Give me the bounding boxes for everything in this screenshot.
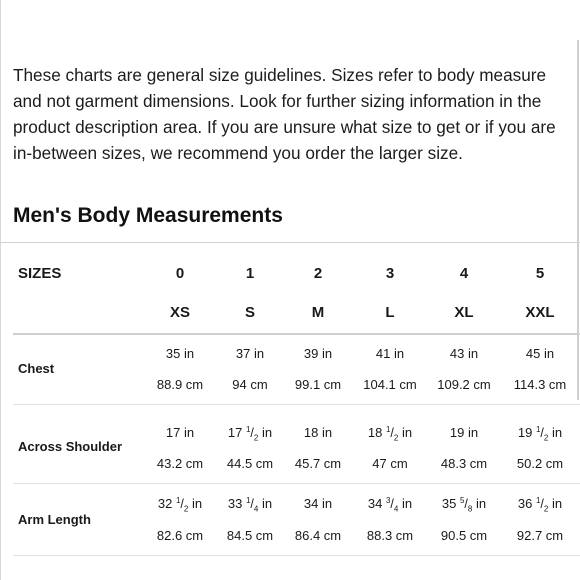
left-border — [0, 0, 1, 580]
measure-cm-cell: 90.5 cm — [440, 528, 488, 543]
size-number-header: 3 — [385, 265, 395, 282]
measure-inches-cell: 37 in — [235, 346, 265, 361]
row-divider — [13, 555, 580, 556]
measure-inches-cell: 32 $^1/_2$ in — [157, 495, 203, 514]
measure-cm-cell: 86.4 cm — [294, 528, 342, 543]
measure-inches-cell: 34 in — [303, 496, 333, 511]
measure-cm-cell: 99.1 cm — [294, 377, 342, 392]
measure-inches-cell: 41 in — [375, 346, 405, 361]
divider — [0, 242, 580, 243]
measure-cm-cell: 88.3 cm — [366, 528, 414, 543]
size-letter-header: S — [244, 304, 255, 321]
measure-cm-cell: 92.7 cm — [516, 528, 564, 543]
measure-inches-cell: 33 $^1/_4$ in — [227, 495, 273, 514]
measure-cm-cell: 44.5 cm — [226, 456, 274, 471]
header-divider — [13, 333, 580, 335]
size-letter-header: M — [311, 304, 325, 321]
measure-cm-cell: 82.6 cm — [156, 528, 204, 543]
row-label: Across Shoulder — [18, 439, 123, 454]
measure-cm-cell: 50.2 cm — [516, 456, 564, 471]
size-number-header: 2 — [313, 265, 323, 282]
measure-inches-cell: 18 in — [303, 425, 333, 440]
measure-cm-cell: 88.9 cm — [156, 377, 204, 392]
size-letter-header: XS — [169, 304, 190, 321]
measure-cm-cell: 45.7 cm — [294, 456, 342, 471]
scrollbar-track[interactable] — [577, 40, 579, 400]
size-number-header: 0 — [175, 265, 185, 282]
row-divider — [13, 483, 580, 484]
size-number-header: 1 — [245, 265, 255, 282]
size-letter-header: L — [385, 304, 395, 321]
measure-cm-cell: 47 cm — [372, 456, 408, 471]
measure-cm-cell: 48.3 cm — [440, 456, 488, 471]
size-letter-header: XXL — [525, 304, 555, 321]
size-letter-header: XL — [454, 304, 474, 321]
intro-text: These charts are general size guidelines. Sizes refer to body measure and not garment dimensions. Look for further sizing information in the product description area. If you are unsure what size to get or if you are in-between sizes, we recommend you order the larger size. — [13, 65, 556, 163]
measure-inches-cell: 17 $^1/_2$ in — [227, 424, 273, 443]
measure-inches-cell: 17 in — [165, 425, 195, 440]
size-number-header: 5 — [535, 265, 545, 282]
measure-cm-cell: 94 cm — [232, 377, 268, 392]
measure-inches-cell: 34 $^3/_4$ in — [367, 495, 413, 514]
measure-cm-cell: 104.1 cm — [363, 377, 417, 392]
measure-inches-cell: 18 $^1/_2$ in — [367, 424, 413, 443]
row-label: Arm Length — [18, 512, 91, 527]
measure-inches-cell: 19 in — [449, 425, 479, 440]
size-number-header: 4 — [459, 265, 469, 282]
measure-inches-cell: 35 in — [165, 346, 195, 361]
measure-inches-cell: 45 in — [525, 346, 555, 361]
row-label: Chest — [18, 361, 55, 376]
measure-cm-cell: 114.3 cm — [513, 377, 567, 392]
sizes-header-label: SIZES — [18, 265, 62, 282]
measure-inches-cell: 36 $^1/_2$ in — [517, 495, 563, 514]
row-divider — [13, 404, 580, 405]
measure-cm-cell: 43.2 cm — [156, 456, 204, 471]
measure-cm-cell: 109.2 cm — [437, 377, 491, 392]
measure-inches-cell: 35 $^5/_8$ in — [441, 495, 487, 514]
measure-inches-cell: 39 in — [303, 346, 333, 361]
measure-cm-cell: 84.5 cm — [226, 528, 274, 543]
measure-inches-cell: 43 in — [449, 346, 479, 361]
section-heading: Men's Body Measurements — [13, 204, 283, 227]
measure-inches-cell: 19 $^1/_2$ in — [517, 424, 563, 443]
